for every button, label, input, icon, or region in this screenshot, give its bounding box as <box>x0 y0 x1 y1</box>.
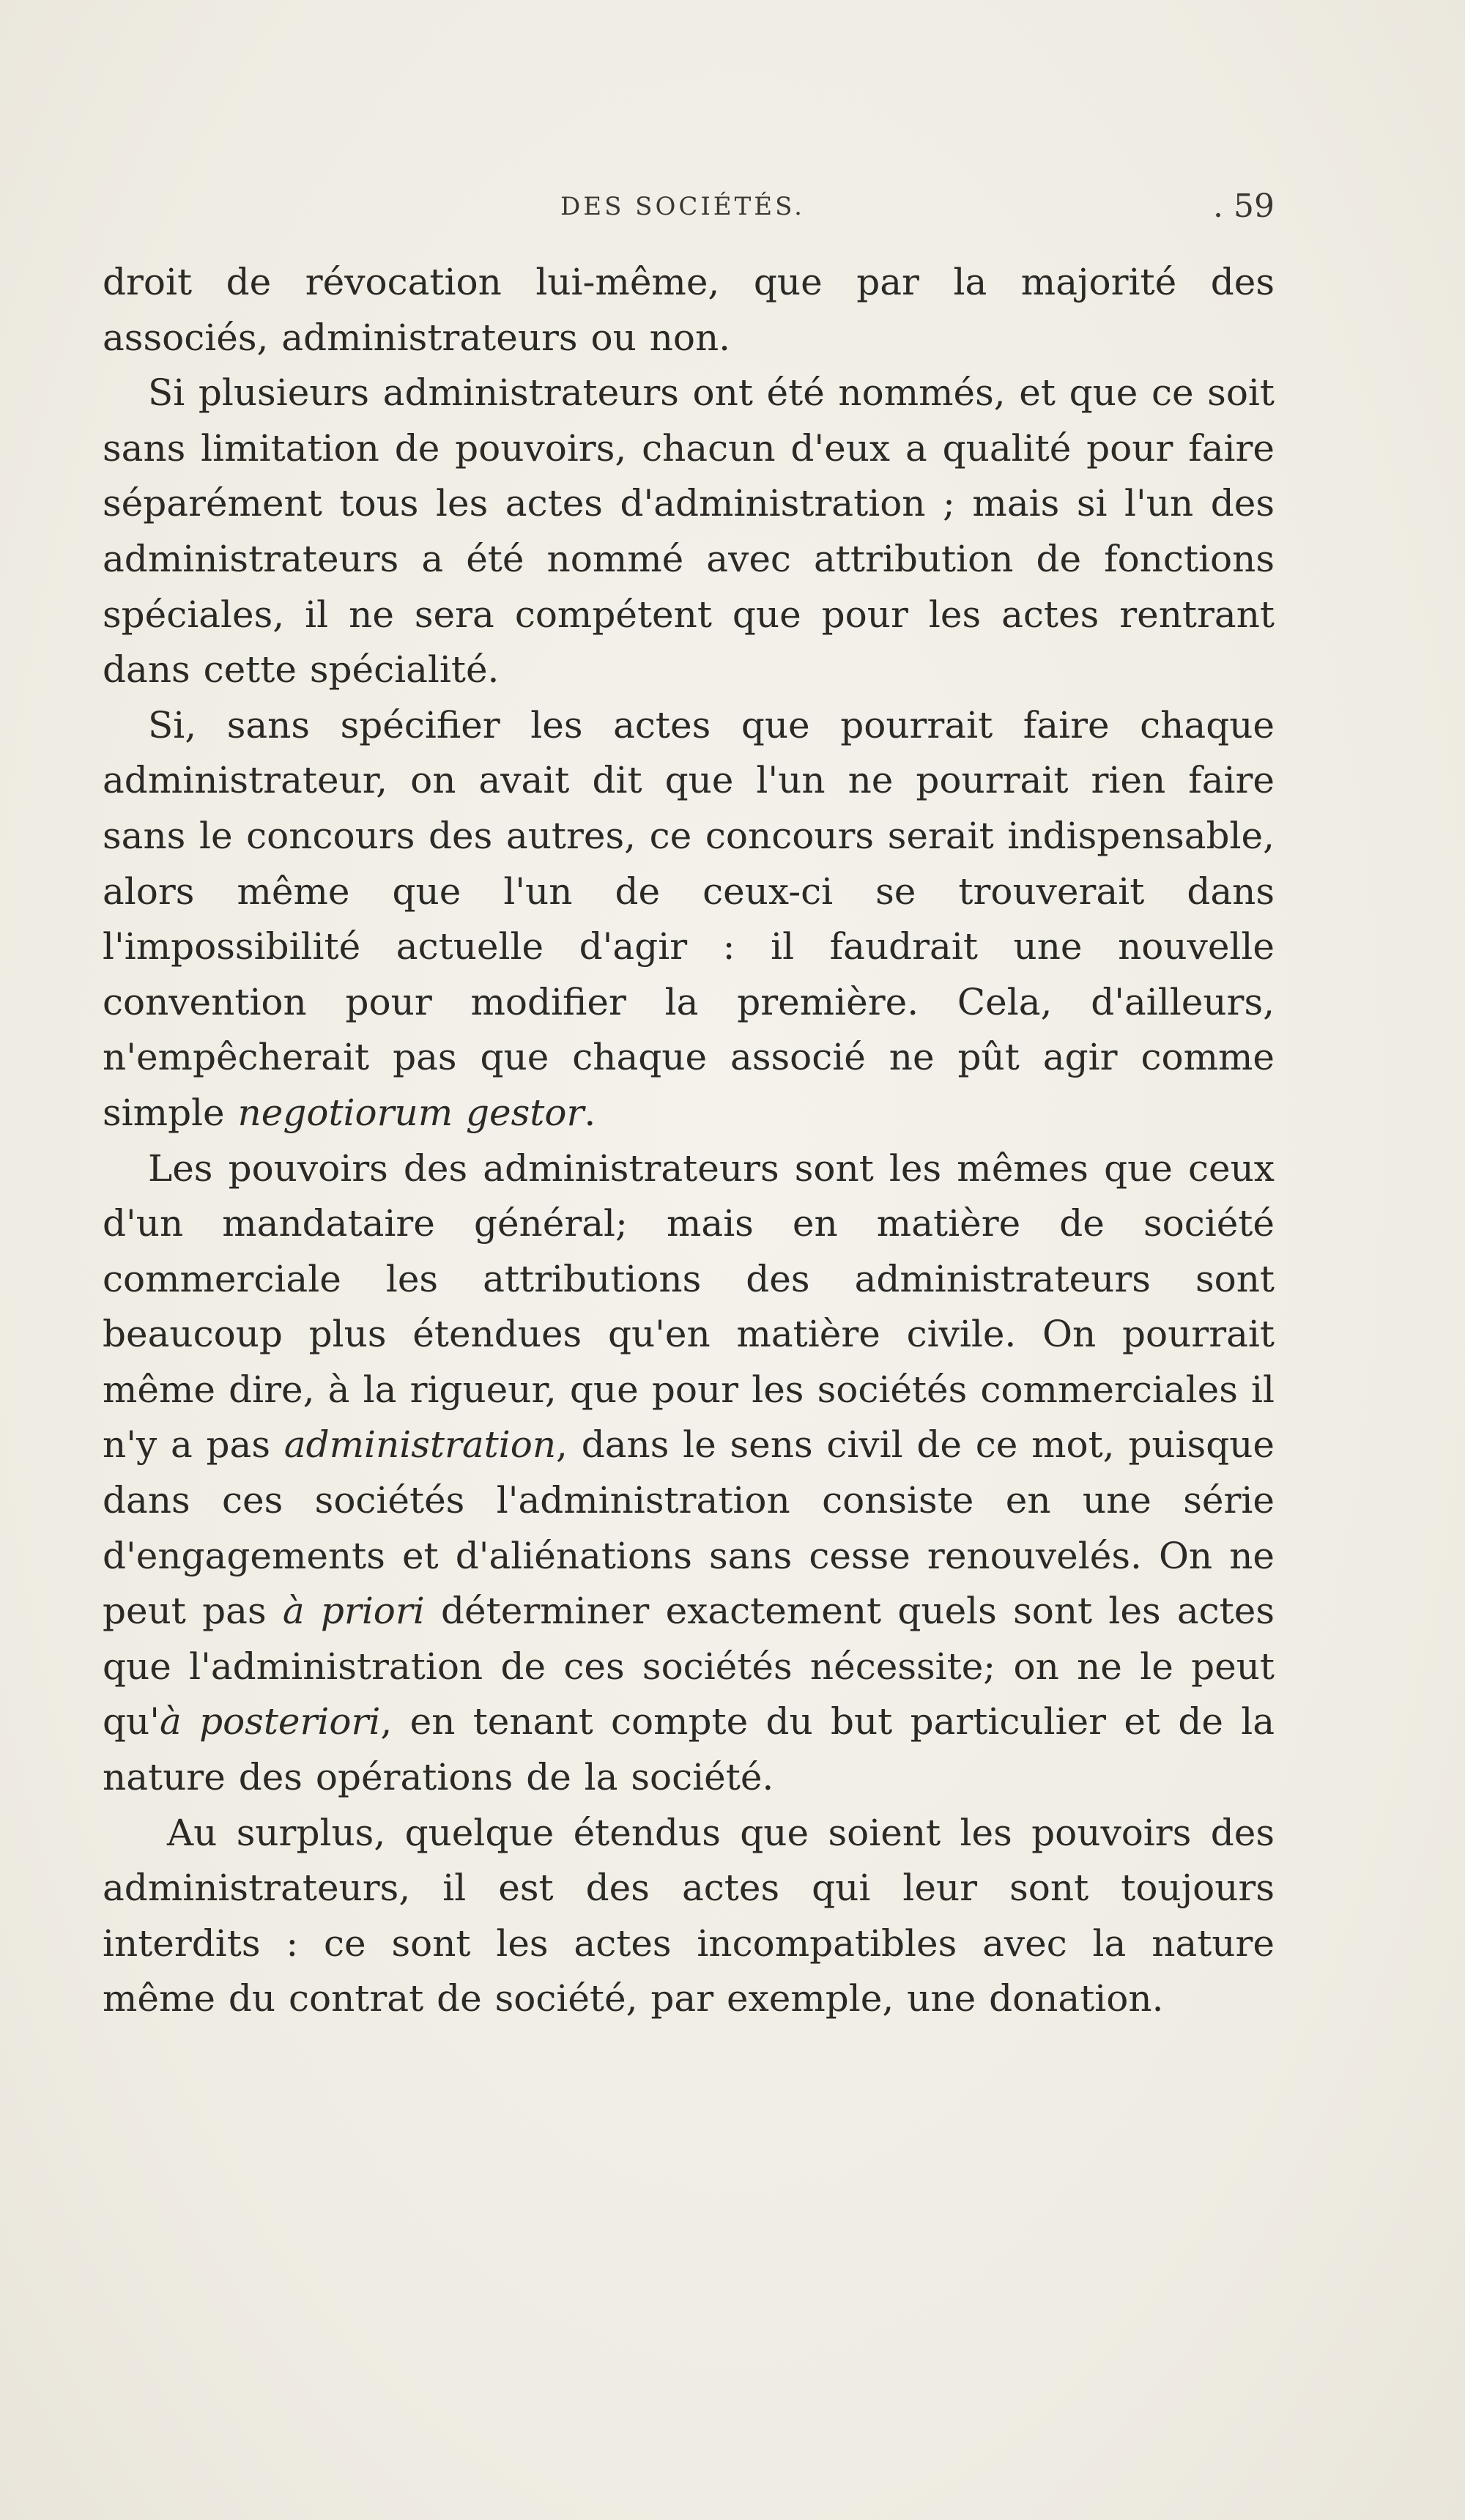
page-number: . 59 <box>1213 188 1275 225</box>
running-title: DES SOCIÉTÉS. <box>560 192 805 221</box>
italic-term: negotiorum gestor <box>237 1091 585 1134</box>
paragraph-text: Les pouvoirs des administrateurs sont les mêmes que ceux d'un mandataire général; mais en matière de société commerciale les attributions des administrateurs sont beaucoup plus étendues qu'en matière civile. On pourrait même dire, à la rigueur, que pour les sociétés commerciales il n'y a pas <box>103 1146 1275 1467</box>
paragraph-text: déterminer exactement quels sont les actes que l'administration de ces sociétés nécessite; on ne le peut qu' <box>103 1590 1275 1743</box>
paragraph-text: , en tenant compte du but particulier et de la nature des opérations de la société. <box>103 1700 1275 1799</box>
italic-term: administration <box>283 1423 557 1467</box>
paragraph-concours-des-autres <box>103 698 1275 1141</box>
italic-term: à posteriori <box>159 1700 381 1743</box>
paragraph-text: . <box>584 1091 596 1134</box>
running-header <box>103 188 1275 236</box>
paragraph-continuation: droit de révocation lui-même, que par la majorité des associés, administrateurs ou non. <box>103 261 1275 359</box>
paragraph-multiple-administrators: Si plusieurs administrateurs ont été nommés, et que ce soit sans limitation de pouvoirs, chacun d'eux a qualité pour faire séparément tous les actes d'administration ; mais si l'un des administrateurs a été nommé avec attribution de fonctions spéciales, il ne sera compétent que pour les actes rentrant dans cette spécialité. <box>103 371 1275 692</box>
paragraph-text: Si, sans spécifier les actes que pourrait faire chaque administrateur, on avait dit que l'un ne pourrait rien faire sans le concours des autres, ce concours serait indispensable, alors même que l'un de ceux-ci se trouverait dans l'impossibilité actuelle d'agir : il faudrait une nouvelle convention pour modifier la première. Cela, d'ailleurs, n'empêcherait pas que chaque associé ne pût agir comme simple <box>103 703 1275 1134</box>
paragraph-au-surplus: Au surplus, quelque étendus que soient les pouvoirs des administrateurs, il est des actes qui leur sont toujours interdits : ce sont les actes incompatibles avec la nature même du contrat de société, par exemple, une donation. <box>103 1811 1275 2020</box>
body-text <box>103 255 1275 2027</box>
paragraph-text: , dans le sens civil de ce mot, puisque dans ces sociétés l'administration consiste en une série d'engagements et d'aliénations sans cesse renouvelés. On ne peut pas <box>103 1423 1275 1633</box>
paragraph-pouvoirs-des-administrateurs <box>103 1141 1275 1806</box>
italic-term: à priori <box>282 1590 425 1633</box>
